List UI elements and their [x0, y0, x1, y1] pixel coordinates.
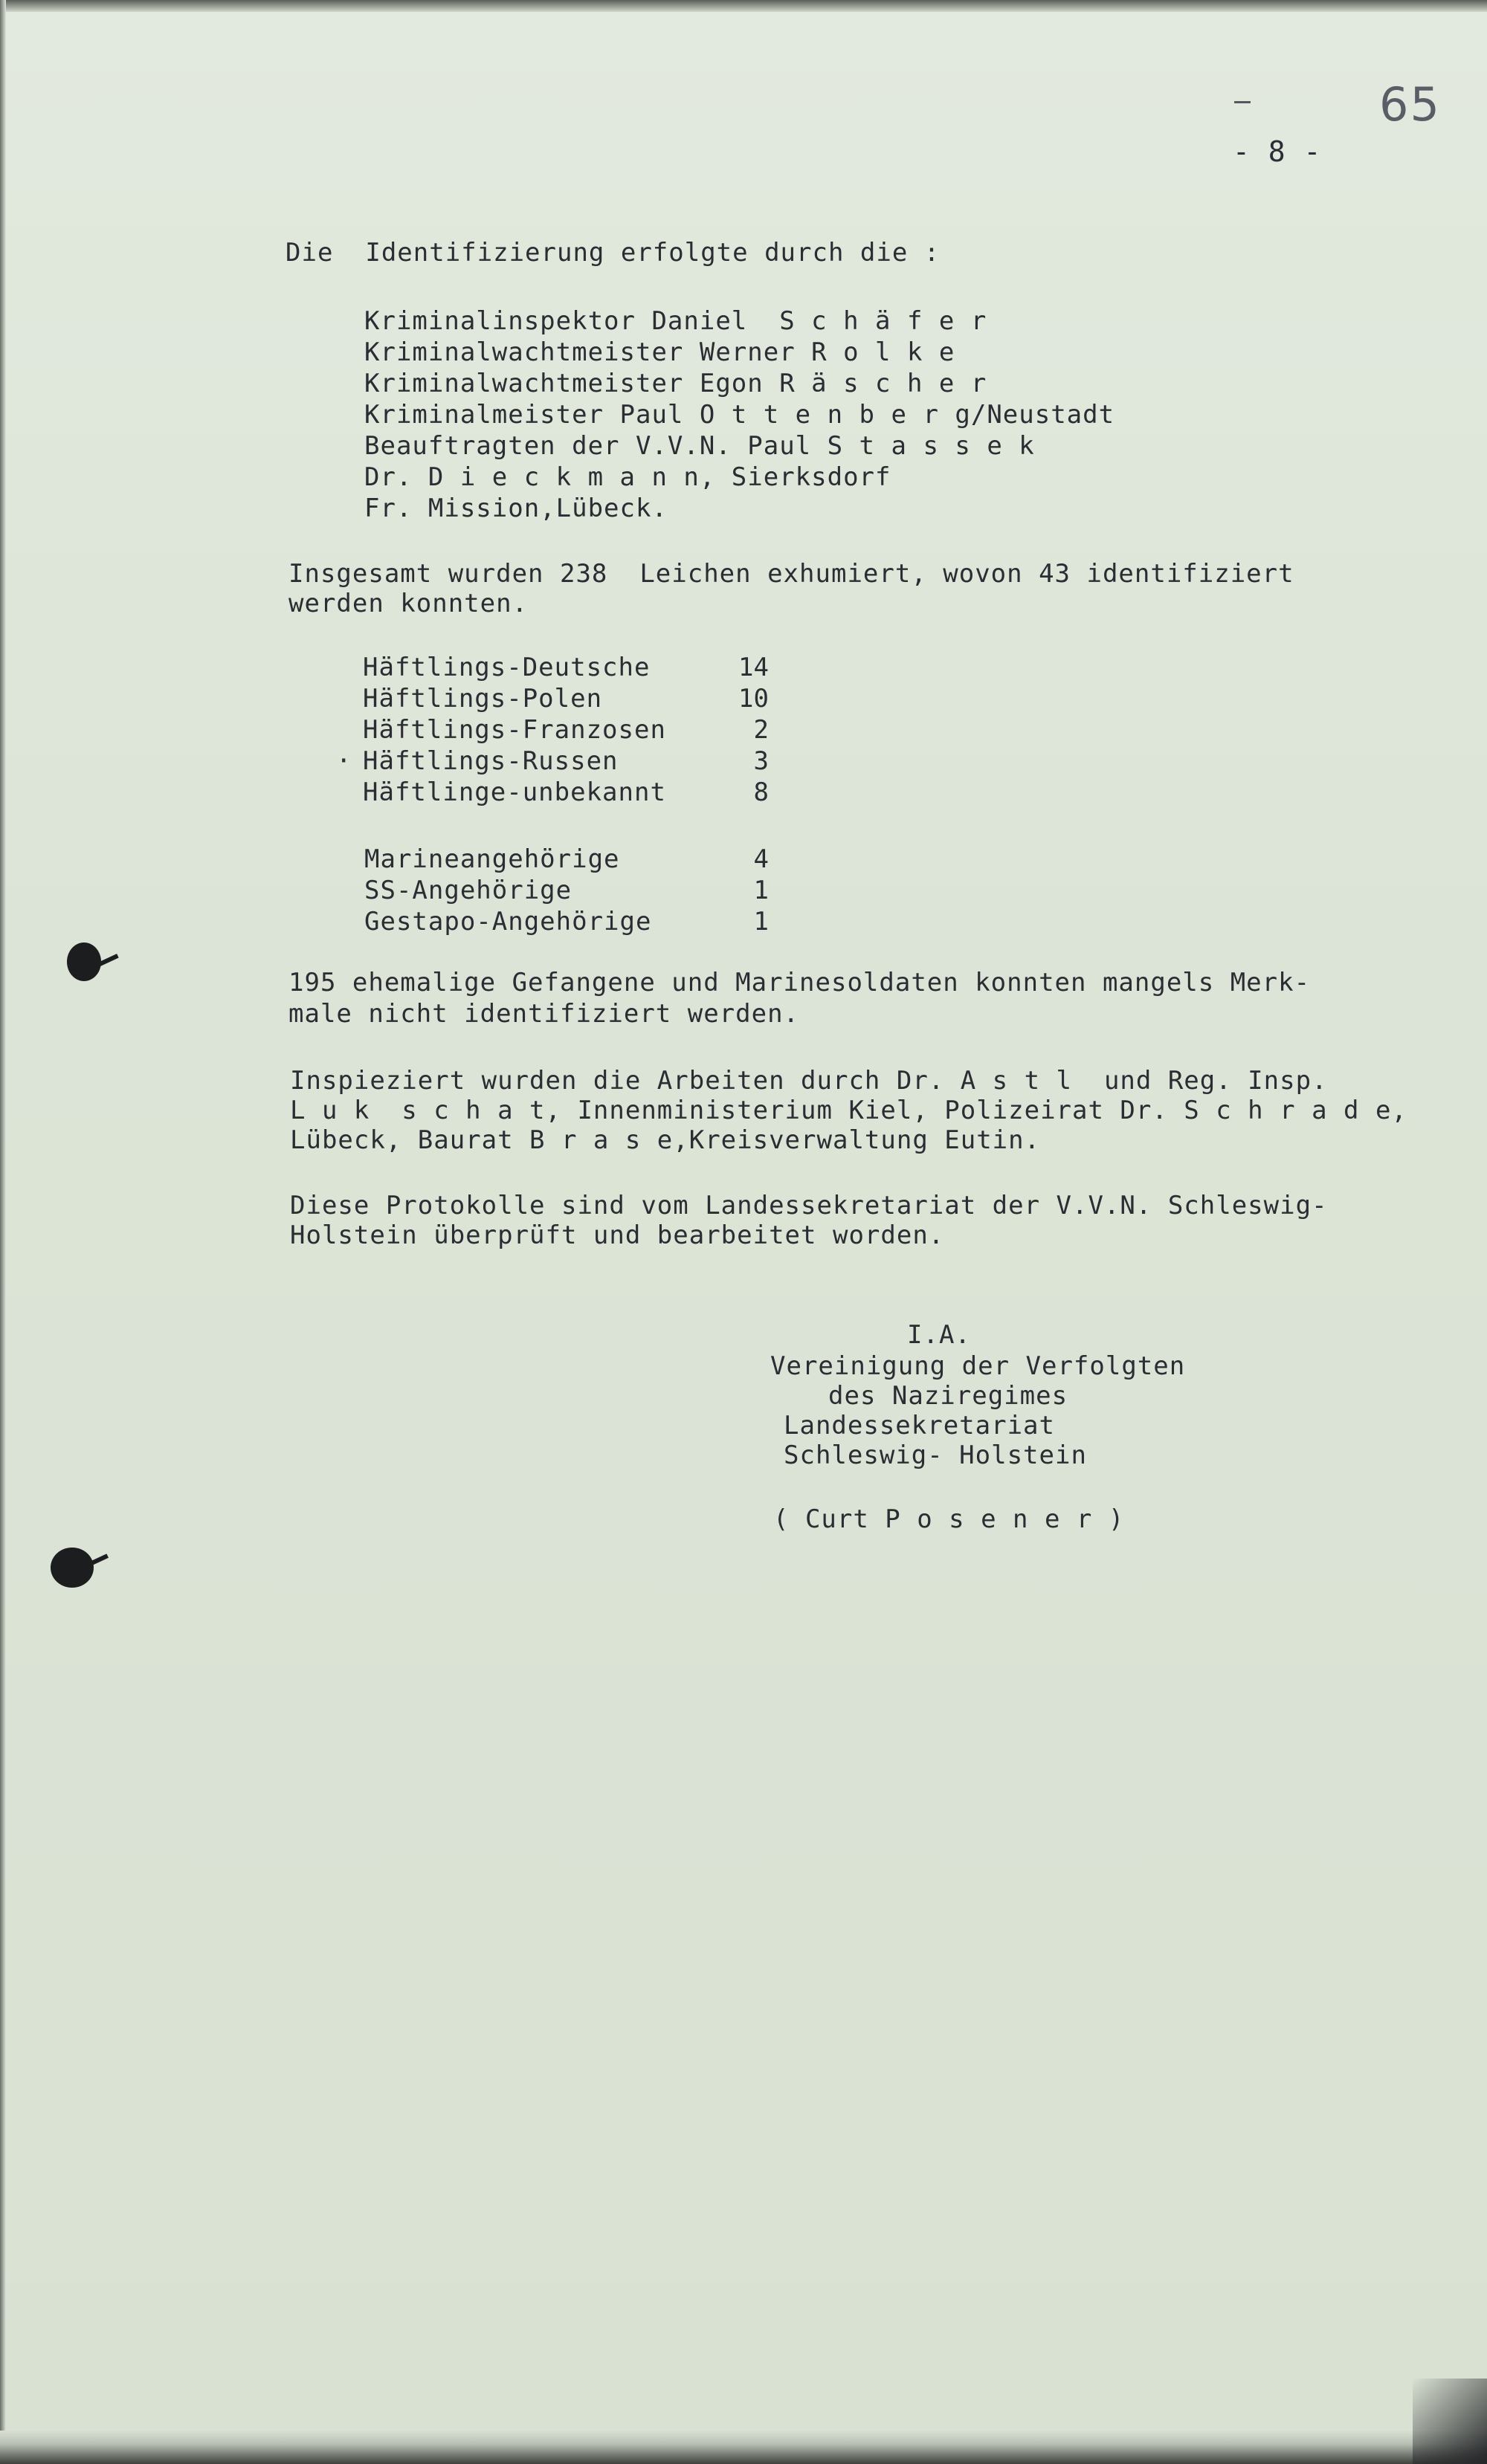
- summary-line: Insgesamt wurden 238 Leichen exhumiert, wovon 43 identifiziert: [288, 559, 1294, 589]
- signature-ia: I.A.: [907, 1320, 971, 1350]
- prisoner-label: Häftlings-Russen: [363, 746, 619, 776]
- scan-corner-shadow: [1413, 2379, 1487, 2464]
- punch-hole-icon: [51, 1548, 94, 1588]
- review-line: Holstein überprüft und bearbeitet worden.: [290, 1220, 945, 1250]
- identifier-line: Kriminalwachtmeister Egon R ä s c h e r: [364, 369, 987, 398]
- prisoner-label: Häftlings-Deutsche: [363, 653, 651, 682]
- prisoner-label: Häftlings-Polen: [363, 684, 603, 714]
- punch-hole-icon: [67, 942, 101, 981]
- prisoner-count: 10: [738, 684, 769, 714]
- other-count: 1: [753, 876, 769, 905]
- signer-name: ( Curt P o s e n e r ): [773, 1504, 1125, 1534]
- identifier-line: Fr. Mission,Lübeck.: [364, 494, 668, 523]
- inspection-line: L u k s c h a t, Innenministerium Kiel, Polizeirat Dr. S c h r a d e,: [290, 1096, 1407, 1125]
- signature-org-line: des Naziregimes: [828, 1381, 1068, 1411]
- prisoner-label: Häftlinge-unbekannt: [363, 777, 666, 807]
- signature-org-line: Schleswig- Holstein: [784, 1440, 1087, 1470]
- prisoner-label: Häftlings-Franzosen: [363, 715, 666, 745]
- intro-line: Die Identifizierung erfolgte durch die :: [286, 238, 941, 268]
- unidentified-line: male nicht identifiziert werden.: [288, 999, 800, 1029]
- other-count: 1: [753, 907, 769, 937]
- prisoner-count: 2: [753, 715, 769, 745]
- identifier-line: Kriminalinspektor Daniel S c h ä f e r: [364, 306, 987, 336]
- signature-org-line: Landessekretariat: [784, 1411, 1055, 1440]
- row-bullet-mark: ·: [336, 746, 352, 776]
- review-line: Diese Protokolle sind vom Landessekretariat der V.V.N. Schleswig-: [290, 1191, 1328, 1220]
- other-label: Marineangehörige: [364, 844, 620, 874]
- identifier-line: Kriminalwachtmeister Werner R o l k e: [364, 337, 955, 367]
- unidentified-line: 195 ehemalige Gefangene und Marinesoldaten konnten mangels Merk-: [288, 968, 1311, 997]
- signature-org-line: Vereinigung der Verfolgten: [770, 1351, 1186, 1381]
- identifier-line: Beauftragten der V.V.N. Paul S t a s s e k: [364, 431, 1035, 461]
- scan-edge-top: [0, 0, 1487, 12]
- summary-line: werden konnten.: [288, 589, 529, 618]
- scan-edge-left: [0, 0, 6, 2464]
- prisoner-count: 3: [753, 746, 769, 776]
- header-mark: [1234, 101, 1251, 103]
- identifier-line: Kriminalmeister Paul O t t e n b e r g/Neustadt: [364, 400, 1115, 430]
- inspection-line: Lübeck, Baurat B r a s e,Kreisverwaltung Eutin.: [290, 1125, 1041, 1155]
- folio-number: 65: [1379, 77, 1441, 132]
- other-label: Gestapo-Angehörige: [364, 907, 652, 937]
- inspection-line: Inspieziert wurden die Arbeiten durch Dr. A s t l und Reg. Insp.: [290, 1066, 1328, 1096]
- scan-edge-bottom: [0, 2431, 1487, 2464]
- identifier-line: Dr. D i e c k m a n n, Sierksdorf: [364, 462, 891, 492]
- prisoner-count: 14: [738, 653, 769, 682]
- other-count: 4: [753, 844, 769, 874]
- prisoner-count: 8: [753, 777, 769, 807]
- other-label: SS-Angehörige: [364, 876, 572, 905]
- page-number: - 8 -: [1233, 135, 1322, 168]
